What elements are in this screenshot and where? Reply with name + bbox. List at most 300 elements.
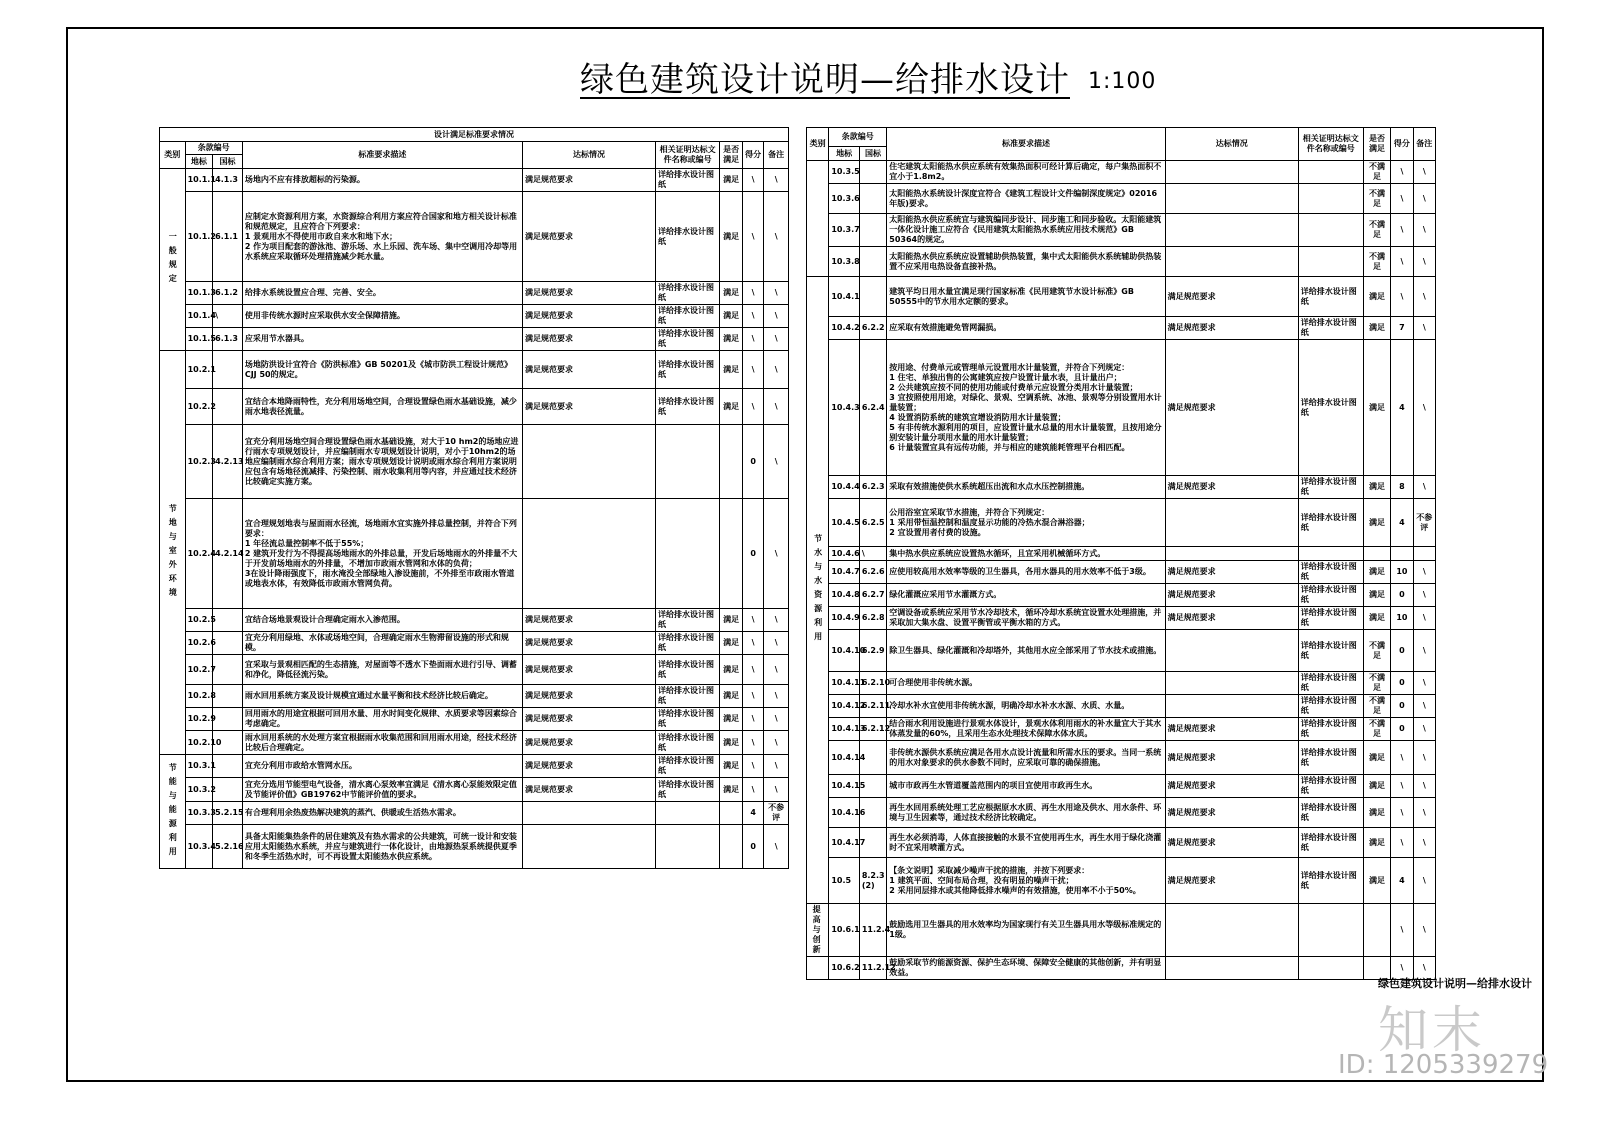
requirement-text: 应制定水资源利用方案，水资源综合利用方案应符合国家和地方相关设计标准和规范规定，且应符合下列要求： 1 景观用水不得使用市政自来水和地下水； 2 作为项目配套的游泳池、游乐场、水上乐园、洗车场、集中空调用冷却等用水系统应采取循环处理措施减少耗水量。 <box>242 192 522 282</box>
note-text: \ <box>1413 798 1435 828</box>
score-value: \ <box>1391 247 1413 277</box>
clause-national <box>213 632 243 655</box>
met-flag: 满足 <box>720 632 742 655</box>
met-flag: 不满足 <box>1363 247 1390 277</box>
title-text: 绿色建筑设计说明—给排水设计 <box>580 60 1070 100</box>
doc-text <box>655 825 719 869</box>
header-score: 得分 <box>1391 128 1413 161</box>
met-flag <box>720 825 742 869</box>
doc-text: 详给排水设计图纸 <box>1298 317 1363 340</box>
clause-local: 10.1.3 <box>185 282 213 305</box>
met-flag: 满足 <box>1363 828 1390 858</box>
table-row <box>807 161 1436 184</box>
table-row <box>807 317 1436 340</box>
clause-local: 10.4.13 <box>829 718 859 741</box>
table-row <box>807 904 1436 957</box>
met-flag: 满足 <box>720 351 742 389</box>
clause-national <box>213 389 243 425</box>
met-flag: 不满足 <box>1363 718 1390 741</box>
note-text: \ <box>1413 317 1435 340</box>
clause-national: 6.2.8 <box>859 607 886 630</box>
doc-text: 详给排水设计图纸 <box>1298 695 1363 718</box>
met-flag <box>720 425 742 499</box>
requirement-text: 太阳能热水系统设计深度宜符合《建筑工程设计文件编制深度规定》02016年版)要求。 <box>887 184 1165 214</box>
requirement-text: 宜结合场地景观设计合理确定雨水入渗范围。 <box>242 609 522 632</box>
requirement-text: 应采用节水器具。 <box>242 328 522 351</box>
clause-local: 10.6.1 <box>829 904 859 957</box>
doc-text: 详给排水设计图纸 <box>655 305 719 328</box>
table-row <box>807 584 1436 607</box>
requirement-text: 使用非传统水源时应采取供水安全保障措施。 <box>242 305 522 328</box>
table-row <box>807 214 1436 247</box>
status-text <box>1165 214 1298 247</box>
note-text: \ <box>1413 277 1435 317</box>
table-row <box>807 630 1436 672</box>
requirement-text: 除卫生器具、绿化灌溉和冷却塔外，其他用水应全部采用了节水技术或措施。 <box>887 630 1165 672</box>
doc-text: 详给排水设计图纸 <box>655 169 719 192</box>
status-text: 满足规范要求 <box>523 755 656 778</box>
score-value <box>1391 547 1413 561</box>
table-row <box>807 476 1436 499</box>
table-row <box>807 775 1436 798</box>
table-row <box>160 731 789 755</box>
doc-text: 详给排水设计图纸 <box>655 685 719 708</box>
status-text: 满足规范要求 <box>523 632 656 655</box>
score-value: \ <box>1391 904 1413 957</box>
scale-label: 1:100 <box>1088 68 1157 94</box>
clause-national: \ <box>213 305 243 328</box>
score-value: 7 <box>1391 317 1413 340</box>
requirement-text: 建筑平均日用水量宜满足现行国家标准《民用建筑节水设计标准》GB 50555中的节水用水定额的要求。 <box>887 277 1165 317</box>
clause-national <box>213 778 243 802</box>
score-value: 0 <box>742 499 763 609</box>
status-text: 满足规范要求 <box>523 708 656 731</box>
score-value: 4 <box>1391 499 1413 547</box>
requirement-text: 公用浴室宜采取节水措施，并符合下列规定： 1 采用带恒温控制和温度显示功能的冷热水混合淋浴器； 2 宜设置用者付费的设施。 <box>887 499 1165 547</box>
header-requirement: 标准要求描述 <box>242 142 522 169</box>
header-status: 达标情况 <box>523 142 656 169</box>
clause-local: 10.4.10 <box>829 630 859 672</box>
note-text: \ <box>764 389 789 425</box>
requirement-text: 场地内不应有排放超标的污染源。 <box>242 169 522 192</box>
clause-local: 10.3.1 <box>185 755 213 778</box>
header-score: 得分 <box>742 142 763 169</box>
requirement-text: 结合雨水利用设施进行景观水体设计，景观水体利用雨水的补水量宜大于其水体蒸发量的60%，且采用生态水处理技术保障水体水质。 <box>887 718 1165 741</box>
met-flag: 满足 <box>720 169 742 192</box>
table-row <box>160 778 789 802</box>
score-value: 4 <box>1391 858 1413 904</box>
status-text: 满足规范要求 <box>1165 798 1298 828</box>
doc-text: 详给排水设计图纸 <box>1298 277 1363 317</box>
met-flag: 满足 <box>1363 499 1390 547</box>
note-text: \ <box>764 655 789 685</box>
score-value: 8 <box>1391 476 1413 499</box>
score-value: \ <box>1391 184 1413 214</box>
status-text: 满足规范要求 <box>1165 775 1298 798</box>
note-text: \ <box>764 609 789 632</box>
requirement-text: 鼓励采取节约能源资源、保护生态环境、保障安全健康的其他创新，并有明显效益。 <box>887 957 1165 980</box>
status-text: 满足规范要求 <box>523 305 656 328</box>
clause-local: 10.4.9 <box>829 607 859 630</box>
table-row <box>807 499 1436 547</box>
clause-local: 10.4.5 <box>829 499 859 547</box>
clause-local: 10.4.1 <box>829 277 859 317</box>
doc-text: 详给排水设计图纸 <box>655 351 719 389</box>
clause-local: 10.2.6 <box>185 632 213 655</box>
doc-text: 详给排水设计图纸 <box>655 755 719 778</box>
clause-local: 10.2.3 <box>185 425 213 499</box>
doc-text: 详给排水设计图纸 <box>1298 561 1363 584</box>
clause-local: 10.2.5 <box>185 609 213 632</box>
header-national: 国标 <box>213 155 243 169</box>
score-value: \ <box>1391 957 1413 980</box>
requirement-text: 太阳能热水供应系统应设置辅助供热装置，集中式太阳能供水系统辅助供热装置不应采用电热设备直接补热。 <box>887 247 1165 277</box>
clause-local: 10.4.15 <box>829 775 859 798</box>
clause-local: 10.6.2 <box>829 957 859 980</box>
doc-text: 详给排水设计图纸 <box>655 609 719 632</box>
clause-national: 6.1.2 <box>213 282 243 305</box>
doc-text: 详给排水设计图纸 <box>1298 798 1363 828</box>
requirement-text: 再生水回用系统处理工艺应根据原水水质、再生水用途及供水、用水条件、环境与卫生因素等，通过技术经济比较确定。 <box>887 798 1165 828</box>
met-flag: 满足 <box>1363 476 1390 499</box>
met-flag <box>720 802 742 825</box>
table-row <box>807 340 1436 476</box>
clause-local: 10.4.17 <box>829 828 859 858</box>
requirement-text: 绿化灌溉应采用节水灌溉方式。 <box>887 584 1165 607</box>
status-text <box>1165 547 1298 561</box>
clause-national: 4.2.13 <box>213 425 243 499</box>
doc-text: 详给排水设计图纸 <box>655 655 719 685</box>
clause-national: 11.2.12 <box>859 957 886 980</box>
score-value: 0 <box>1391 584 1413 607</box>
note-text: \ <box>764 632 789 655</box>
table-row <box>807 672 1436 695</box>
clause-national <box>213 655 243 685</box>
header-clause: 条款编号 <box>829 128 887 147</box>
table-row <box>807 718 1436 741</box>
status-text <box>523 425 656 499</box>
clause-local: 10.2.8 <box>185 685 213 708</box>
met-flag: 满足 <box>720 655 742 685</box>
requirement-text: 【条文说明】采取减少噪声干扰的措施，并按下列要求： 1 建筑平面、空间布局合理，没有明显的噪声干扰； 2 采用同层排水或其他降低排水噪声的有效措施，使用率不小于50%。 <box>887 858 1165 904</box>
note-text: \ <box>764 825 789 869</box>
note-text: \ <box>1413 695 1435 718</box>
met-flag <box>1363 547 1390 561</box>
clause-local: 10.2.2 <box>185 389 213 425</box>
requirement-text: 应使用较高用水效率等级的卫生器具，各用水器具的用水效率不低于3级。 <box>887 561 1165 584</box>
table-row <box>807 607 1436 630</box>
score-value: \ <box>742 655 763 685</box>
status-text <box>1165 184 1298 214</box>
status-text: 满足规范要求 <box>523 731 656 755</box>
table-row <box>807 561 1436 584</box>
score-value: \ <box>742 609 763 632</box>
score-value: \ <box>1391 798 1413 828</box>
met-flag: 满足 <box>720 305 742 328</box>
score-value: 0 <box>1391 630 1413 672</box>
met-flag: 满足 <box>1363 798 1390 828</box>
status-text: 满足规范要求 <box>1165 317 1298 340</box>
clause-national: 5.2.16 <box>213 825 243 869</box>
note-text: \ <box>764 425 789 499</box>
note-text: \ <box>1413 957 1435 980</box>
table-row <box>807 858 1436 904</box>
met-flag: 满足 <box>1363 561 1390 584</box>
requirement-text: 太阳能热水供应系统宜与建筑编同步设计、同步施工和同步验收。太阳能建筑一体化设计施工应符合《民用建筑太阳能热水系统应用技术规范》GB 50364的规定。 <box>887 214 1165 247</box>
status-text <box>1165 247 1298 277</box>
score-value: \ <box>742 632 763 655</box>
clause-national: 5.2.15 <box>213 802 243 825</box>
note-text: \ <box>764 305 789 328</box>
note-text: \ <box>1413 584 1435 607</box>
clause-local: 10.4.12 <box>829 695 859 718</box>
clause-local: 10.5 <box>829 858 859 904</box>
note-text: \ <box>764 499 789 609</box>
doc-text: 详给排水设计图纸 <box>1298 828 1363 858</box>
clause-local: 10.1.5 <box>185 328 213 351</box>
doc-text: 详给排水设计图纸 <box>1298 630 1363 672</box>
table-row <box>807 741 1436 775</box>
requirement-text: 宜结合本地降雨特性，充分利用场地空间，合理设置绿色雨水基础设施，减少雨水地表径流量。 <box>242 389 522 425</box>
met-flag: 满足 <box>1363 340 1390 476</box>
note-text: \ <box>1413 741 1435 775</box>
doc-text: 详给排水设计图纸 <box>655 328 719 351</box>
left-group-header: 设计满足标准要求情况 <box>160 128 789 142</box>
doc-text <box>1298 214 1363 247</box>
requirement-text: 应采取有效措施避免管网漏损。 <box>887 317 1165 340</box>
table-row <box>160 425 789 499</box>
watermark-logo: 知末 <box>1378 1001 1486 1059</box>
score-value: \ <box>1391 775 1413 798</box>
table-row <box>807 695 1436 718</box>
requirement-text: 给排水系统设置应合理、完善、安全。 <box>242 282 522 305</box>
score-value: 0 <box>1391 672 1413 695</box>
score-value: 0 <box>742 825 763 869</box>
table-row <box>160 708 789 731</box>
doc-text: 详给排水设计图纸 <box>655 778 719 802</box>
note-text <box>1413 547 1435 561</box>
met-flag: 满足 <box>720 389 742 425</box>
score-value: \ <box>742 305 763 328</box>
note-text: \ <box>1413 858 1435 904</box>
doc-text: 详给排水设计图纸 <box>1298 775 1363 798</box>
status-text <box>523 825 656 869</box>
note-text: \ <box>1413 561 1435 584</box>
doc-text <box>1298 184 1363 214</box>
clause-national: 6.1.3 <box>213 328 243 351</box>
doc-text: 详给排水设计图纸 <box>1298 584 1363 607</box>
note-text: \ <box>764 731 789 755</box>
note-text: \ <box>1413 161 1435 184</box>
header-doc: 相关证明达标文件名称或编号 <box>655 142 719 169</box>
status-text: 满足规范要求 <box>1165 561 1298 584</box>
requirement-text: 雨水回用系统方案及设计规模宜通过水量平衡和技术经济比较后确定。 <box>242 685 522 708</box>
doc-text <box>655 425 719 499</box>
met-flag: 满足 <box>720 731 742 755</box>
header-national: 国标 <box>859 147 886 161</box>
category-cell <box>807 161 829 277</box>
doc-text: 详给排水设计图纸 <box>1298 741 1363 775</box>
table-row <box>160 499 789 609</box>
status-text <box>1165 957 1298 980</box>
clause-national <box>213 685 243 708</box>
header-note: 备注 <box>764 142 789 169</box>
requirement-text: 再生水必须消毒，人体直接接触的水景不宜使用再生水，再生水用于绿化浇灌时不宜采用喷灌方式。 <box>887 828 1165 858</box>
table-row <box>160 655 789 685</box>
requirement-text: 宜充分利用场地空间合理设置绿色雨水基础设施，对大于10 hm2的场地应进行雨水专项规划设计，并应编制雨水专项规划设计说明，对小于10hm2的场地应编制雨水综合利用方案；雨水专项规划设计说明或雨水综合利用方案说明应包含有场地径流减排、污染控制、雨水收集利用等内容，并应通过技术经济比较确定实施方案。 <box>242 425 522 499</box>
clause-local: 10.4.3 <box>829 340 859 476</box>
status-text: 满足规范要求 <box>523 192 656 282</box>
header-local: 地标 <box>829 147 859 161</box>
category-cell <box>807 957 829 980</box>
header-requirement: 标准要求描述 <box>887 128 1165 161</box>
watermark-id: ID: 1205339279 <box>1338 1050 1549 1080</box>
clause-national: 6.2.9 <box>859 630 886 672</box>
clause-local: 10.3.8 <box>829 247 859 277</box>
doc-text <box>1298 547 1363 561</box>
note-text: \ <box>764 169 789 192</box>
clause-local: 10.4.6 <box>829 547 859 561</box>
met-flag: 满足 <box>1363 317 1390 340</box>
clause-local: 10.2.4 <box>185 499 213 609</box>
clause-local: 10.2.10 <box>185 731 213 755</box>
doc-text: 详给排水设计图纸 <box>1298 499 1363 547</box>
note-text: 不参评 <box>1413 499 1435 547</box>
score-value: 4 <box>1391 340 1413 476</box>
clause-local: 10.2.1 <box>185 351 213 389</box>
category-cell: 提高与创新 <box>807 904 829 957</box>
header-status: 达标情况 <box>1165 128 1298 161</box>
met-flag <box>1363 904 1390 957</box>
header-local: 地标 <box>185 155 213 169</box>
met-flag: 满足 <box>1363 741 1390 775</box>
clause-local: 10.3.5 <box>829 161 859 184</box>
doc-text <box>1298 957 1363 980</box>
table-row <box>160 632 789 655</box>
table-row <box>807 247 1436 277</box>
clause-local: 10.4.2 <box>829 317 859 340</box>
doc-text <box>1298 247 1363 277</box>
doc-text: 详给排水设计图纸 <box>1298 858 1363 904</box>
note-text: \ <box>1413 184 1435 214</box>
requirement-text: 空调设备或系统应采用节水冷却技术，循环冷却水系统宜设置水处理措施，并采取加大集水盘、设置平衡管或平衡水箱的方式。 <box>887 607 1165 630</box>
clause-national: 6.2.5 <box>859 499 886 547</box>
clause-local: 10.1.1 <box>185 169 213 192</box>
clause-national: 4.2.14 <box>213 499 243 609</box>
table-row <box>160 169 789 192</box>
note-text: \ <box>764 328 789 351</box>
table-row <box>807 277 1436 317</box>
met-flag: 满足 <box>720 609 742 632</box>
doc-text <box>1298 904 1363 957</box>
note-text: \ <box>1413 775 1435 798</box>
score-value: 0 <box>1391 718 1413 741</box>
clause-national <box>859 277 886 317</box>
doc-text: 详给排水设计图纸 <box>655 192 719 282</box>
right-spec-table <box>806 127 1436 980</box>
status-text <box>1165 695 1298 718</box>
table-row <box>160 305 789 328</box>
clause-national: 6.2.12 <box>859 718 886 741</box>
header-met: 是否满足 <box>1363 128 1390 161</box>
doc-text: 详给排水设计图纸 <box>1298 672 1363 695</box>
clause-local: 10.4.16 <box>829 798 859 828</box>
met-flag: 满足 <box>720 755 742 778</box>
table-row <box>807 798 1436 828</box>
note-text: \ <box>764 708 789 731</box>
requirement-text: 非传统水源供水系统应满足各用水点设计流量和所需水压的要求。当同一系统的用水对象要求的供水参数不同时，应采取可靠的确保措施。 <box>887 741 1165 775</box>
met-flag: 不满足 <box>1363 214 1390 247</box>
score-value: \ <box>1391 214 1413 247</box>
score-value: \ <box>1391 741 1413 775</box>
status-text <box>1165 672 1298 695</box>
header-doc: 相关证明达标文件名称或编号 <box>1298 128 1363 161</box>
clause-national: 6.2.6 <box>859 561 886 584</box>
clause-national <box>213 708 243 731</box>
header-met: 是否满足 <box>720 142 742 169</box>
table-row <box>160 192 789 282</box>
note-text: 不参评 <box>764 802 789 825</box>
table-row <box>807 828 1436 858</box>
doc-text <box>655 802 719 825</box>
clause-national <box>859 161 886 184</box>
clause-local: 10.3.7 <box>829 214 859 247</box>
status-text: 满足规范要求 <box>1165 584 1298 607</box>
clause-local: 10.2.9 <box>185 708 213 731</box>
doc-text: 详给排水设计图纸 <box>655 389 719 425</box>
header-note: 备注 <box>1413 128 1435 161</box>
status-text: 满足规范要求 <box>523 351 656 389</box>
requirement-text: 城市市政再生水管道覆盖范围内的项目宜使用市政再生水。 <box>887 775 1165 798</box>
requirement-text: 冷却水补水宜使用非传统水源，明确冷却水补水水源、水质、水量。 <box>887 695 1165 718</box>
table-row <box>160 328 789 351</box>
met-flag: 满足 <box>1363 607 1390 630</box>
status-text: 满足规范要求 <box>1165 741 1298 775</box>
doc-text <box>1298 161 1363 184</box>
header-category: 类别 <box>160 142 186 169</box>
requirement-text: 鼓励选用卫生器具的用水效率均为国家现行有关卫生器具用水等级标准规定的1级。 <box>887 904 1165 957</box>
table-row <box>160 755 789 778</box>
clause-local: 10.3.6 <box>829 184 859 214</box>
note-text: \ <box>1413 672 1435 695</box>
doc-text: 详给排水设计图纸 <box>1298 607 1363 630</box>
clause-national: 6.2.11 <box>859 695 886 718</box>
clause-national <box>859 214 886 247</box>
category-cell: 节地与室外环境 <box>160 351 186 755</box>
clause-national <box>213 609 243 632</box>
score-value: \ <box>742 778 763 802</box>
table-row <box>160 282 789 305</box>
status-text: 满足规范要求 <box>1165 277 1298 317</box>
note-text: \ <box>1413 247 1435 277</box>
status-text <box>1165 630 1298 672</box>
score-value: 10 <box>1391 561 1413 584</box>
score-value: \ <box>742 192 763 282</box>
met-flag: 不满足 <box>1363 630 1390 672</box>
status-text: 满足规范要求 <box>523 389 656 425</box>
status-text: 满足规范要求 <box>523 169 656 192</box>
requirement-text: 可合理使用非传统水源。 <box>887 672 1165 695</box>
score-value: \ <box>742 282 763 305</box>
note-text: \ <box>1413 214 1435 247</box>
status-text <box>1165 499 1298 547</box>
status-text: 满足规范要求 <box>523 655 656 685</box>
met-flag <box>720 499 742 609</box>
met-flag: 不满足 <box>1363 184 1390 214</box>
met-flag: 不满足 <box>1363 672 1390 695</box>
note-text: \ <box>1413 718 1435 741</box>
status-text: 满足规范要求 <box>523 778 656 802</box>
